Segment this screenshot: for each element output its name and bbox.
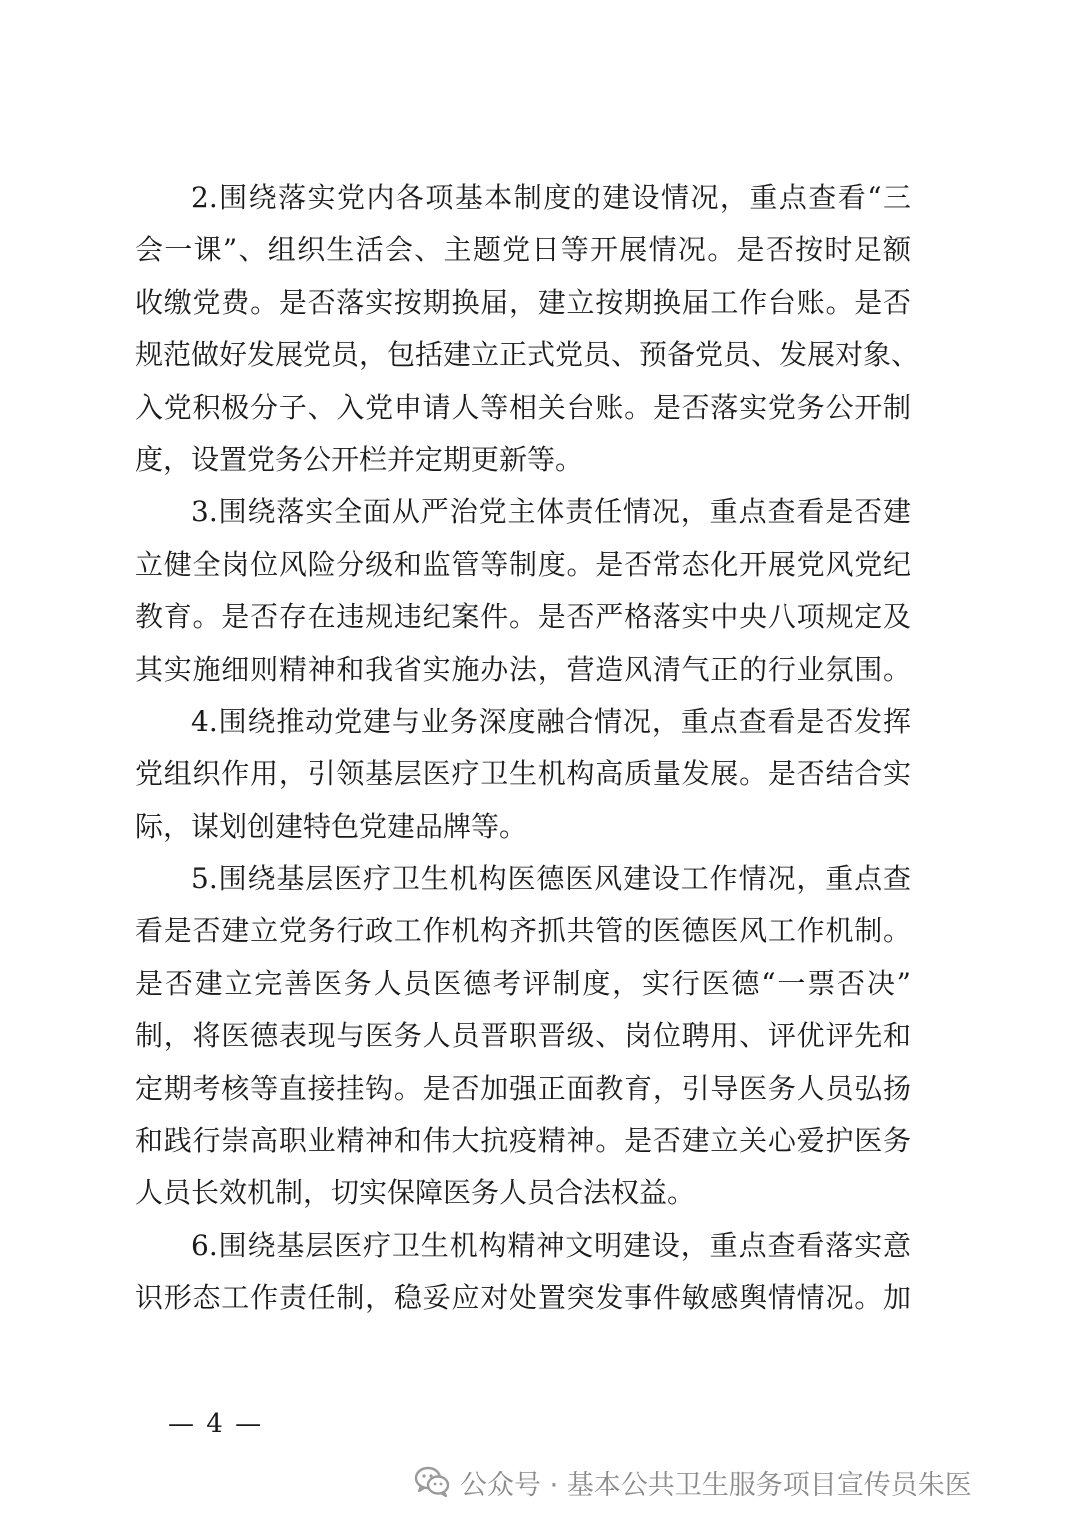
text-line: 和践行崇高职业精神和伟大抗疫精神。是否建立关心爱护医务: [135, 1124, 911, 1158]
text-line: 3.围绕落实全面从严治党主体责任情况，重点查看是否建: [191, 495, 911, 529]
text-line: 入党积极分子、入党申请人等相关台账。是否落实党务公开制: [135, 390, 911, 424]
text-line: 会一课”、组织生活会、主题党日等开展情况。是否按时足额: [135, 233, 911, 267]
document-body: [135, 172, 920, 1325]
text-line: 定期考核等直接挂钩。是否加强正面教育，引导医务人员弘扬: [135, 1071, 911, 1105]
text-line: 党组织作用，引领基层医疗卫生机构高质量发展。是否结合实: [135, 757, 911, 791]
wechat-icon: [414, 1466, 450, 1498]
text-line: 制，将医德表现与医务人员晋职晋级、岗位聘用、评优评先和: [135, 1019, 911, 1053]
watermark-text: 公众号 · 基本公共卫生服务项目宣传员朱医: [460, 1469, 972, 1501]
text-line: 度，设置党务公开栏并定期更新等。: [135, 442, 584, 476]
text-line: 是否建立完善医务人员医德考评制度，实行医德“一票否决”: [135, 966, 911, 1000]
text-line: 教育。是否存在违规违纪案件。是否严格落实中央八项规定及: [135, 600, 911, 634]
text-line: 5.围绕基层医疗卫生机构医德医风建设工作情况，重点查: [191, 862, 911, 896]
text-line: 2.围绕落实党内各项基本制度的建设情况，重点查看“三: [191, 181, 911, 214]
text-line: 立健全岗位风险分级和监管等制度。是否常态化开展党风党纪: [135, 547, 911, 581]
text-line: 人员长效机制，切实保障医务人员合法权益。: [135, 1176, 696, 1210]
text-line: 4.围绕推动党建与业务深度融合情况，重点查看是否发挥: [191, 704, 911, 738]
text-line: 看是否建立党务行政工作机构齐抓共管的医德医风工作机制。: [135, 914, 911, 948]
text-line: 6.围绕基层医疗卫生机构精神文明建设，重点查看落实意: [191, 1228, 911, 1262]
text-line: 规范做好发展党员，包括建立正式党员、预备党员、发展对象、: [135, 338, 920, 372]
text-line: 际，谋划创建特色党建品牌等。: [135, 809, 528, 843]
wechat-watermark: [414, 1460, 972, 1504]
page-number: — 4 —: [168, 1409, 264, 1439]
text-line: 收缴党费。是否落实按期换届，建立按期换届工作台账。是否: [135, 285, 911, 319]
text-line: 识形态工作责任制，稳妥应对处置突发事件敏感舆情情况。加: [135, 1281, 911, 1315]
text-line: 其实施细则精神和我省实施办法，营造风清气正的行业氛围。: [135, 652, 911, 686]
